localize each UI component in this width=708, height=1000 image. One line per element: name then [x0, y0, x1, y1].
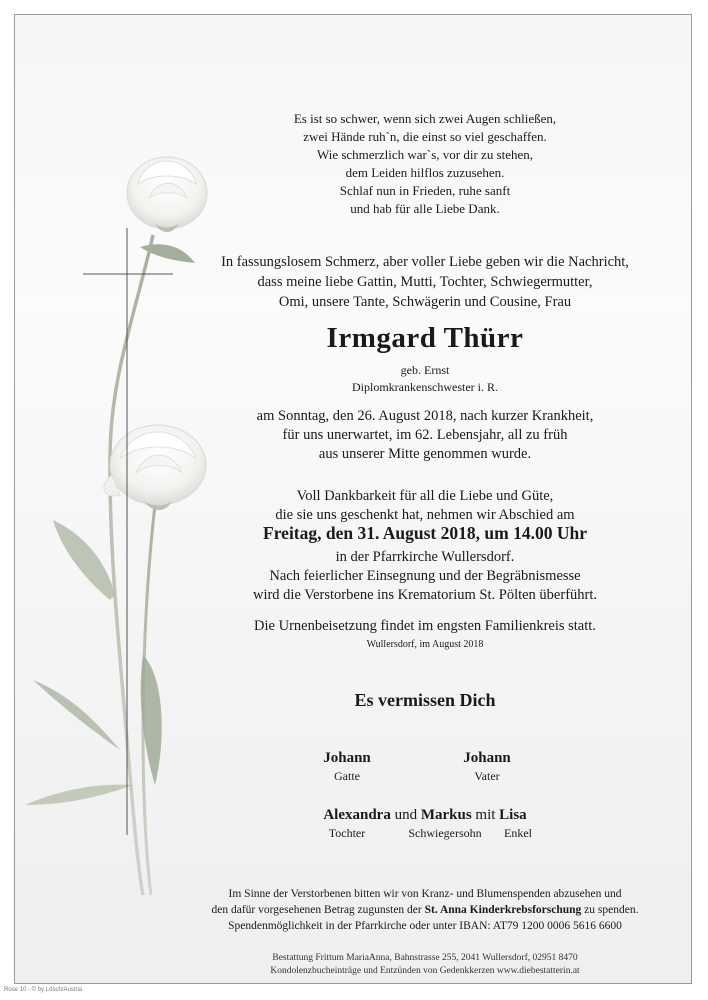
urn-notice: Die Urnenbeisetzung findet im engsten Familienkreis statt. — [254, 618, 596, 634]
deceased-name: Irmgard Thürr — [326, 322, 524, 354]
funeral-home-footer: Bestattung Frittum MariaAnna, Bahnstrasse 255, 2041 Wullersdorf, 02951 8470 Kondolenzbucheinträge und Entzünden von Gedenkkerzen www.diebestatterin.at — [270, 953, 580, 976]
role-grandchild: Enkel — [504, 826, 532, 840]
role-son-in-law: Schwiegersohn — [408, 826, 482, 840]
profession: Diplomkrankenschwester i. R. — [352, 380, 498, 394]
mourners-heading: Es vermissen Dich — [354, 690, 496, 710]
announcement-intro: In fassungslosem Schmerz, aber voller Liebe geben wir die Nachricht, dass meine liebe Gattin, Mutti, Tochter, Schwiegermutter, Omi, unsere Tante, Schwägerin und Cousine, Frau — [221, 254, 629, 310]
place-date: Wullersdorf, im August 2018 — [366, 639, 484, 650]
mourner-family-row: Alexandra und Markus mit Lisa — [323, 807, 527, 823]
mourner-father: Johann Vater — [463, 750, 511, 783]
mourner-husband: Johann Gatte — [323, 750, 371, 783]
parte-card — [14, 14, 692, 984]
deceased-details — [175, 362, 675, 396]
memorial-poem: Es ist so schwer, wenn sich zwei Augen schließen, zwei Hände ruh`n, die einst so viel geschaffen. Wie schmerzlich war`s, vor dir zu stehen, dem Leiden hilflos zuzusehen. Schlaf nun in Frieden, ruhe sanft und hab für alle Liebe Dank. — [293, 111, 557, 216]
donation-notice: Im Sinne der Verstorbenen bitten wir von Kranz- und Blumenspenden abzusehen und den dafür vorgesehenen Betrag zugunsten der St. Anna Kinderkrebsforschung zu spenden. Spendenmöglichkeit in der Pfarrkirche oder unter IBAN: AT79 1200 0006 5616 6600 — [165, 886, 685, 934]
image-credit: Rose 10 - © by Lösch/Austria — [4, 987, 83, 993]
death-notice: am Sonntag, den 26. August 2018, nach kurzer Krankheit, für uns unerwartet, im 62. Lebensjahr, all zu früh aus unserer Mitte genommen wurde. — [256, 408, 594, 462]
charity-name: St. Anna Kinderkrebsforschung — [424, 904, 582, 916]
role-daughter: Tochter — [328, 826, 366, 840]
farewell-text: Voll Dankbarkeit für all die Liebe und Güte, die sie uns geschenkt hat, nehmen wir Abschied am — [275, 488, 575, 523]
ceremony-text: in der Pfarrkirche Wullersdorf. Nach feierlicher Einsegnung und der Begräbnismesse wird die Verstorbene ins Krematorium St. Pölten überführt. — [252, 549, 598, 603]
funeral-date: Freitag, den 31. August 2018, um 14.00 Uhr — [263, 523, 587, 543]
maiden-name: geb. Ernst — [400, 363, 450, 377]
iban: Spendenmöglichkeit in der Pfarrkirche oder unter IBAN: AT79 1200 0006 5616 6600 — [228, 920, 622, 932]
